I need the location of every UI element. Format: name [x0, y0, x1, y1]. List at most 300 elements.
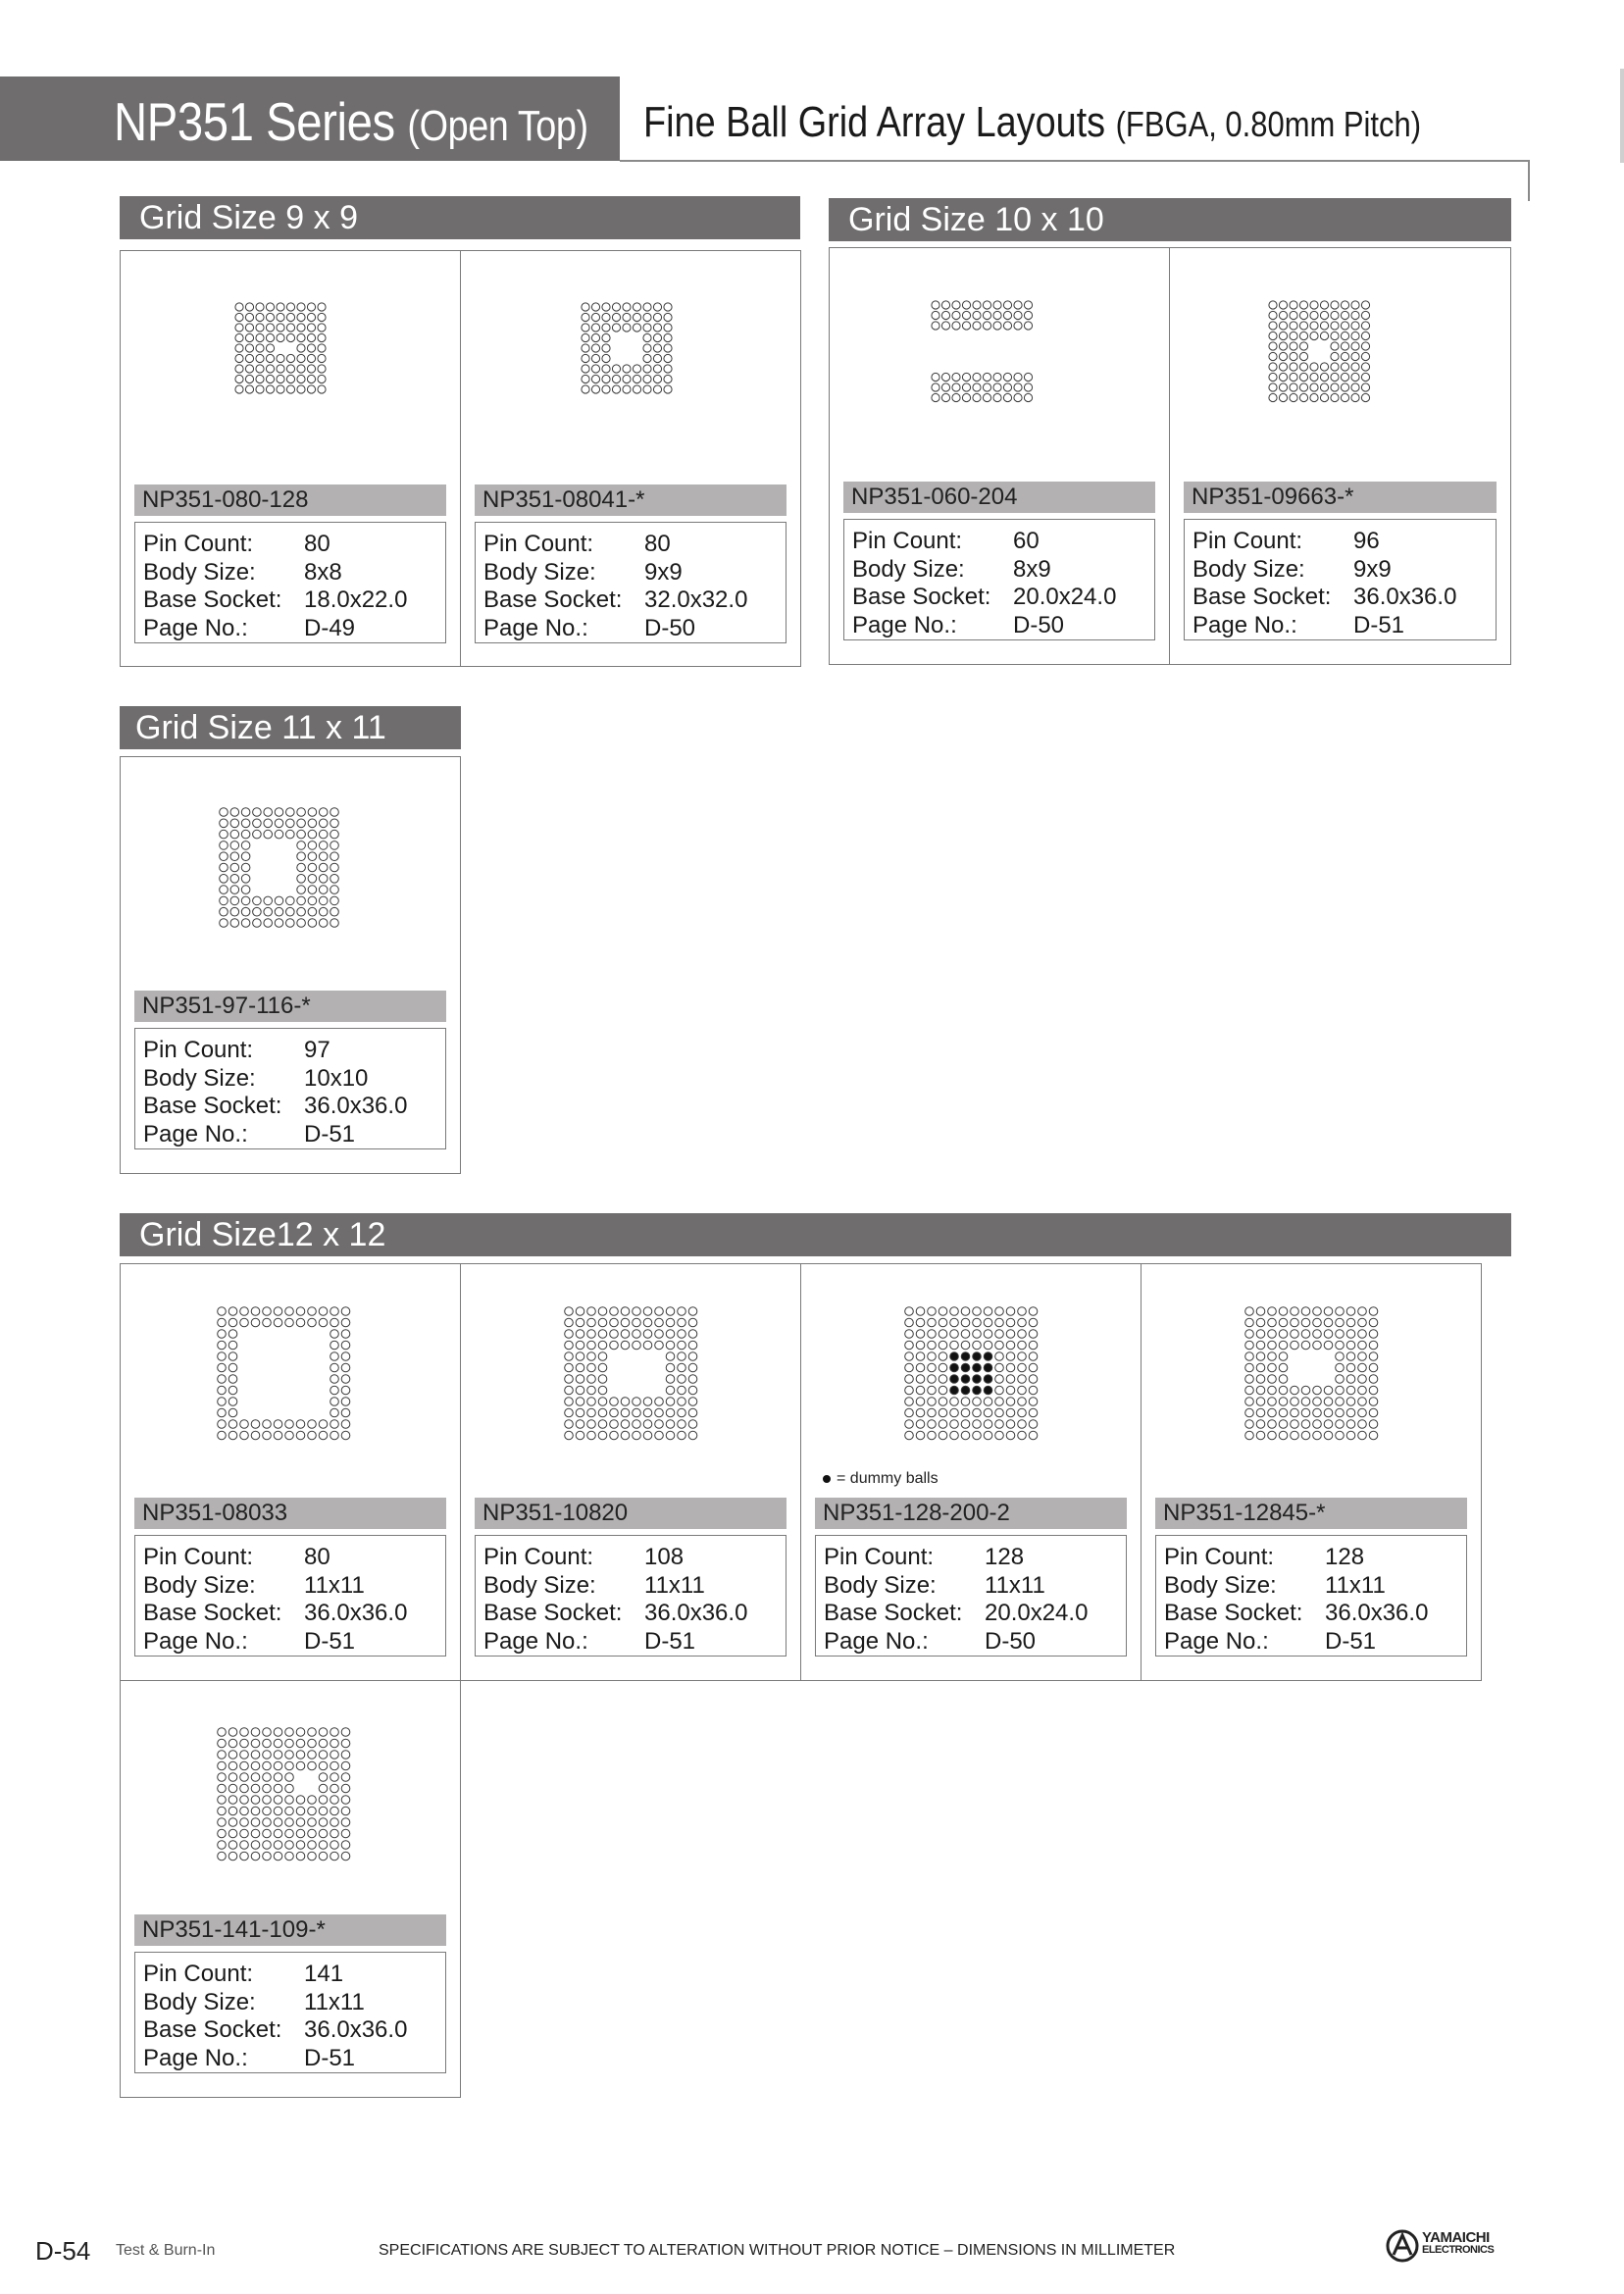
dummy-ball [961, 1375, 970, 1384]
solder-ball [995, 1386, 1004, 1395]
solder-ball [1331, 322, 1339, 330]
ball-grid-diagram [1170, 248, 1512, 464]
solder-ball [1003, 301, 1011, 309]
spec-row-pin-count [143, 1037, 445, 1065]
solder-ball [1299, 373, 1307, 381]
spec-box [1155, 1535, 1467, 1657]
solder-ball [653, 385, 661, 393]
solder-ball [251, 1841, 260, 1850]
solder-ball [1341, 383, 1348, 391]
solder-ball [995, 1420, 1004, 1429]
solder-ball [1301, 1341, 1310, 1350]
solder-ball [666, 1408, 675, 1417]
solder-ball [296, 1818, 305, 1827]
solder-ball [1006, 1341, 1015, 1350]
solder-ball [228, 1363, 237, 1372]
solder-ball [653, 365, 661, 373]
solder-ball [610, 1408, 619, 1417]
solder-ball [1301, 1386, 1310, 1395]
spec-value: 8x8 [304, 558, 342, 586]
solder-ball [623, 313, 631, 321]
spec-row-base-socket [852, 584, 1154, 612]
solder-ball [932, 301, 939, 309]
solder-ball [621, 1420, 630, 1429]
solder-ball [1369, 1375, 1378, 1384]
solder-ball [1269, 363, 1277, 371]
solder-ball [218, 1728, 227, 1737]
solder-ball [995, 1330, 1004, 1339]
solder-ball [1279, 352, 1287, 360]
solder-ball [318, 365, 326, 373]
solder-ball [655, 1431, 664, 1440]
solder-ball [591, 375, 599, 382]
solder-ball [1256, 1352, 1265, 1361]
solder-ball [582, 324, 589, 331]
solder-ball [1291, 1307, 1299, 1316]
solder-ball [228, 1318, 237, 1327]
solder-ball [251, 1739, 260, 1748]
solder-ball [263, 1841, 272, 1850]
solder-ball [1331, 352, 1339, 360]
solder-ball [952, 311, 960, 319]
solder-ball [1269, 352, 1277, 360]
part-number-label: NP351-10820 [475, 1498, 787, 1529]
solder-ball [245, 354, 253, 362]
solder-ball [1018, 1318, 1027, 1327]
solder-ball [1369, 1386, 1378, 1395]
solder-ball [643, 385, 651, 393]
solder-ball [1320, 301, 1328, 309]
solder-ball [241, 852, 250, 861]
solder-ball [286, 365, 294, 373]
solder-ball [308, 830, 317, 839]
solder-ball [591, 344, 599, 352]
spec-key: Page No.: [143, 614, 248, 641]
solder-ball [610, 1431, 619, 1440]
solder-ball [274, 1841, 282, 1850]
spec-value: 32.0x32.0 [644, 586, 748, 613]
solder-ball [1351, 363, 1359, 371]
solder-ball [941, 311, 949, 319]
solder-ball [678, 1318, 686, 1327]
solder-ball [587, 1398, 596, 1406]
solder-ball [598, 1307, 607, 1316]
solder-ball [591, 303, 599, 311]
part-card-0-1 [460, 250, 801, 667]
solder-ball [1313, 1398, 1322, 1406]
solder-ball [1245, 1330, 1254, 1339]
solder-ball [1290, 322, 1297, 330]
solder-ball [286, 919, 295, 928]
solder-ball [1290, 393, 1297, 401]
solder-ball [1018, 1352, 1027, 1361]
solder-ball [688, 1386, 697, 1395]
solder-ball [1361, 373, 1369, 381]
series-sub: (Open Top) [407, 102, 588, 150]
solder-ball [610, 1398, 619, 1406]
solder-ball [1256, 1408, 1265, 1417]
solder-ball [218, 1751, 227, 1759]
solder-ball [928, 1431, 937, 1440]
solder-ball [286, 819, 295, 828]
spec-value: 11x11 [304, 1571, 365, 1599]
solder-ball [228, 1398, 237, 1406]
solder-ball [612, 324, 620, 331]
solder-ball [220, 896, 228, 905]
solder-ball [973, 1420, 982, 1429]
solder-ball [905, 1375, 914, 1384]
solder-ball [1269, 342, 1277, 350]
solder-ball [1324, 1408, 1333, 1417]
solder-ball [653, 375, 661, 382]
solder-ball [1006, 1352, 1015, 1361]
solder-ball [961, 1318, 970, 1327]
solder-ball [995, 1352, 1004, 1361]
solder-ball [240, 1761, 249, 1770]
spec-value: 11x11 [1325, 1571, 1386, 1599]
solder-ball [983, 322, 990, 330]
solder-ball [297, 313, 305, 321]
solder-ball [228, 1431, 237, 1440]
solder-ball [591, 313, 599, 321]
solder-ball [1324, 1307, 1333, 1316]
spec-value: 9x9 [1353, 555, 1392, 583]
solder-ball [330, 1330, 339, 1339]
spec-key: Base Socket: [483, 1600, 623, 1626]
spec-key: Body Size: [143, 1064, 256, 1092]
solder-ball [285, 1829, 294, 1838]
section-title-grid-12x12: Grid Size12 x 12 [120, 1213, 1511, 1256]
solder-ball [932, 322, 939, 330]
solder-ball [939, 1341, 947, 1350]
solder-ball [319, 1751, 328, 1759]
spec-row-page-no [143, 615, 445, 643]
solder-ball [1299, 393, 1307, 401]
spec-row-body-size [143, 1572, 445, 1601]
solder-ball [218, 1852, 227, 1861]
solder-ball [319, 1739, 328, 1748]
solder-ball [643, 324, 651, 331]
solder-ball [285, 1818, 294, 1827]
solder-ball [297, 385, 305, 393]
solder-ball [939, 1398, 947, 1406]
spec-row-pin-count [1193, 528, 1496, 556]
solder-ball [928, 1408, 937, 1417]
solder-ball [286, 385, 294, 393]
solder-ball [241, 875, 250, 884]
solder-ball [950, 1341, 959, 1350]
solder-ball [1290, 373, 1297, 381]
solder-ball [1269, 301, 1277, 309]
solder-ball [307, 375, 315, 382]
solder-ball [308, 1739, 317, 1748]
solder-ball [973, 1431, 982, 1440]
spec-row-pin-count [143, 1544, 445, 1572]
spec-row-page-no [824, 1628, 1126, 1657]
solder-ball [218, 1318, 227, 1327]
solder-ball [1299, 383, 1307, 391]
solder-ball [1014, 301, 1022, 309]
solder-ball [591, 324, 599, 331]
solder-ball [319, 852, 328, 861]
spec-row-body-size [143, 559, 445, 587]
spec-key: Base Socket: [824, 1600, 963, 1626]
spec-row-base-socket [143, 586, 445, 615]
solder-ball [1313, 1341, 1322, 1350]
solder-ball [264, 830, 273, 839]
solder-ball [308, 1818, 317, 1827]
solder-ball [330, 808, 339, 817]
solder-ball [905, 1352, 914, 1361]
solder-ball [973, 1330, 982, 1339]
solder-ball [643, 1431, 652, 1440]
header-rule [620, 160, 1530, 162]
solder-ball [602, 324, 610, 331]
solder-ball [266, 313, 274, 321]
solder-ball [274, 1751, 282, 1759]
solder-ball [932, 373, 939, 381]
solder-ball [916, 1318, 925, 1327]
solder-ball [285, 1761, 294, 1770]
solder-ball [576, 1318, 584, 1327]
solder-ball [1290, 311, 1297, 319]
solder-ball [576, 1408, 584, 1417]
spec-row-base-socket [483, 1600, 786, 1628]
solder-ball [330, 1420, 339, 1429]
solder-ball [251, 1784, 260, 1793]
solder-ball [228, 1420, 237, 1429]
spec-key: Body Size: [483, 1571, 596, 1599]
solder-ball [952, 301, 960, 309]
solder-ball [274, 1796, 282, 1805]
spec-value: 80 [304, 1544, 330, 1570]
solder-ball [1351, 373, 1359, 381]
solder-ball [245, 365, 253, 373]
solder-ball [1358, 1420, 1367, 1429]
solder-ball [1313, 1408, 1322, 1417]
solder-ball [1351, 383, 1359, 391]
solder-ball [1269, 322, 1277, 330]
solder-ball [307, 333, 315, 341]
solder-ball [1313, 1386, 1322, 1395]
solder-ball [318, 333, 326, 341]
solder-ball [230, 841, 239, 850]
solder-ball [973, 383, 981, 391]
solder-ball [263, 1761, 272, 1770]
solder-ball [307, 344, 315, 352]
solder-ball [655, 1420, 664, 1429]
solder-ball [297, 907, 306, 916]
spec-row-pin-count [143, 1961, 445, 1989]
solder-ball [218, 1386, 227, 1395]
spec-row-base-socket [483, 586, 786, 615]
solder-ball [1003, 373, 1011, 381]
solder-ball [591, 333, 599, 341]
solder-ball [220, 841, 228, 850]
solder-ball [1291, 1431, 1299, 1440]
solder-ball [274, 1761, 282, 1770]
solder-ball [1336, 1363, 1345, 1372]
solder-ball [251, 1307, 260, 1316]
solder-ball [1369, 1307, 1378, 1316]
solder-ball [950, 1330, 959, 1339]
solder-ball [1256, 1363, 1265, 1372]
solder-ball [612, 375, 620, 382]
spec-key: Pin Count: [143, 531, 254, 557]
solder-ball [277, 313, 284, 321]
solder-ball [643, 354, 651, 362]
spec-key: Body Size: [483, 558, 596, 586]
solder-ball [307, 324, 315, 331]
solder-ball [330, 919, 339, 928]
solder-ball [1351, 342, 1359, 350]
spec-key: Page No.: [143, 1627, 248, 1655]
solder-ball [308, 1852, 317, 1861]
solder-ball [330, 1796, 339, 1805]
solder-ball [633, 365, 640, 373]
solder-ball [1361, 363, 1369, 371]
solder-ball [218, 1408, 227, 1417]
solder-ball [939, 1307, 947, 1316]
solder-ball [582, 344, 589, 352]
solder-ball [1341, 322, 1348, 330]
solder-ball [319, 1784, 328, 1793]
solder-ball [1369, 1420, 1378, 1429]
solder-ball [1346, 1318, 1355, 1327]
solder-ball [296, 1751, 305, 1759]
solder-ball [256, 385, 264, 393]
solder-ball [984, 1431, 992, 1440]
solder-ball [1299, 311, 1307, 319]
solder-ball [664, 344, 672, 352]
solder-ball [633, 303, 640, 311]
solder-ball [587, 1420, 596, 1429]
solder-ball [341, 1739, 350, 1748]
spec-row-page-no [1193, 612, 1496, 640]
solder-ball [939, 1330, 947, 1339]
solder-ball [939, 1375, 947, 1384]
solder-ball [939, 1386, 947, 1395]
solder-ball [576, 1341, 584, 1350]
solder-ball [1358, 1341, 1367, 1350]
spec-row-pin-count [483, 531, 786, 559]
solder-ball [218, 1420, 227, 1429]
solder-ball [928, 1420, 937, 1429]
solder-ball [984, 1330, 992, 1339]
solder-ball [655, 1318, 664, 1327]
solder-ball [1361, 301, 1369, 309]
solder-ball [1299, 301, 1307, 309]
solder-ball [1279, 1398, 1288, 1406]
spec-value: 36.0x36.0 [1353, 584, 1457, 610]
solder-ball [341, 1728, 350, 1737]
solder-ball [285, 1796, 294, 1805]
solder-ball [1351, 331, 1359, 339]
solder-ball [643, 365, 651, 373]
solder-ball [995, 1375, 1004, 1384]
solder-ball [297, 344, 305, 352]
ball-grid-diagram [1142, 1264, 1483, 1480]
spec-row-base-socket [143, 2016, 445, 2045]
spec-value: 36.0x36.0 [644, 1600, 748, 1626]
solder-ball [565, 1386, 574, 1395]
solder-ball [1324, 1386, 1333, 1395]
solder-ball [220, 886, 228, 894]
solder-ball [1310, 322, 1318, 330]
solder-ball [318, 344, 326, 352]
solder-ball [1301, 1398, 1310, 1406]
solder-ball [1014, 322, 1022, 330]
solder-ball [296, 1841, 305, 1850]
dummy-ball [950, 1386, 959, 1395]
solder-ball [235, 333, 243, 341]
solder-ball [973, 1408, 982, 1417]
solder-ball [308, 841, 317, 850]
solder-ball [928, 1398, 937, 1406]
solder-ball [1301, 1408, 1310, 1417]
solder-ball [565, 1330, 574, 1339]
solder-ball [277, 333, 284, 341]
dummy-ball [984, 1375, 992, 1384]
solder-ball [1351, 311, 1359, 319]
solder-ball [1324, 1341, 1333, 1350]
solder-ball [1018, 1375, 1027, 1384]
part-number-label: NP351-12845-* [1155, 1498, 1467, 1529]
solder-ball [218, 1341, 227, 1350]
solder-ball [1018, 1363, 1027, 1372]
solder-ball [1331, 383, 1339, 391]
solder-ball [621, 1307, 630, 1316]
solder-ball [245, 344, 253, 352]
solder-ball [950, 1420, 959, 1429]
solder-ball [318, 313, 326, 321]
solder-ball [678, 1431, 686, 1440]
solder-ball [251, 1751, 260, 1759]
solder-ball [995, 1318, 1004, 1327]
solder-ball [285, 1807, 294, 1815]
solder-ball [1268, 1431, 1277, 1440]
solder-ball [274, 1773, 282, 1782]
solder-ball [218, 1841, 227, 1850]
solder-ball [266, 354, 274, 362]
solder-ball [263, 1829, 272, 1838]
solder-ball [277, 375, 284, 382]
spec-row-pin-count [483, 1544, 786, 1572]
solder-ball [230, 863, 239, 872]
solder-ball [1313, 1431, 1322, 1440]
solder-ball [318, 354, 326, 362]
solder-ball [602, 354, 610, 362]
solder-ball [1310, 311, 1318, 319]
solder-ball [916, 1408, 925, 1417]
solder-ball [1313, 1307, 1322, 1316]
solder-ball [962, 383, 970, 391]
solder-ball [973, 1307, 982, 1316]
solder-ball [256, 375, 264, 382]
solder-ball [1268, 1363, 1277, 1372]
solder-ball [266, 344, 274, 352]
solder-ball [285, 1318, 294, 1327]
solder-ball [688, 1307, 697, 1316]
solder-ball [297, 896, 306, 905]
solder-ball [666, 1420, 675, 1429]
solder-ball [1346, 1330, 1355, 1339]
solder-ball [678, 1363, 686, 1372]
solder-ball [1351, 322, 1359, 330]
solder-ball [1320, 393, 1328, 401]
solder-ball [602, 344, 610, 352]
solder-ball [905, 1386, 914, 1395]
